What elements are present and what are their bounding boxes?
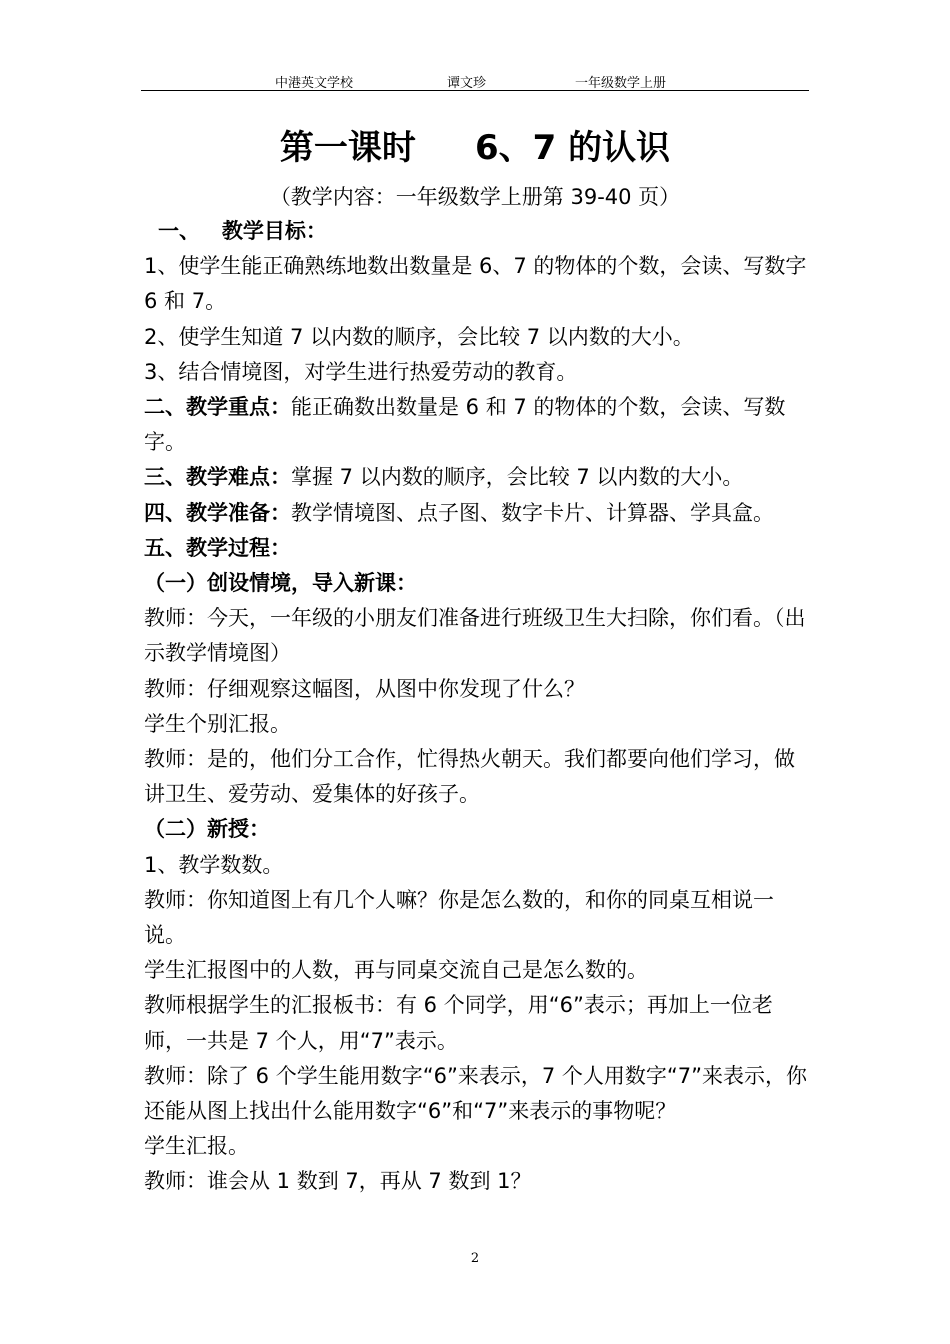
part2-heading: （二）新授： [144, 817, 270, 842]
goal-1: 1、使学生能正确熟练地数出数量是 6、7 的物体的个数，会读、写数字 6 和 7。 [144, 254, 807, 314]
process-heading: 五、教学过程： [144, 535, 291, 560]
difficulties-label: 三、教学难点： [144, 465, 291, 490]
paragraph-2: 教师：仔细观察这幅图，从图中你发现了什么？ [144, 676, 585, 701]
document-body [144, 214, 812, 1200]
paragraph-7: 学生汇报图中的人数，再与同桌交流自己是怎么数的。 [144, 958, 648, 983]
paragraph-9: 教师：除了 6 个学生能用数字“6”来表示，7 个人用数字“7”来表示，你还能从图上找出什么能用数字“6”和“7”来表示的事物呢？ [144, 1063, 807, 1124]
lesson-subtitle: （教学内容：一年级数学上册第 39-40 页） [269, 185, 681, 209]
paragraph-5: 1、教学数数。 [144, 852, 284, 877]
page-number: 2 [470, 1251, 480, 1266]
preparation [144, 496, 812, 531]
paragraph-8: 教师根据学生的汇报板书：有 6 个同学，用“6”表示；再加上一位老师，一共是 7 个人，用“7”表示。 [144, 993, 773, 1053]
difficulties [144, 460, 812, 495]
difficulties-text: 掌握 7 以内数的顺序，会比较 7 以内数的大小。 [291, 465, 744, 490]
goal-2: 2、使学生知道 7 以内数的顺序，会比较 7 以内数的大小。 [144, 324, 694, 349]
paragraph-1: 教师：今天，一年级的小朋友们准备进行班级卫生大扫除，你们看。（出示教学情境图） [144, 606, 806, 666]
header-school: 中港英文学校 [275, 76, 354, 91]
header-book: 一年级数学上册 [575, 76, 667, 91]
paragraph-3: 学生个别汇报。 [144, 711, 291, 736]
key-points-text: 能正确数出数量是 6 和 7 的物体的个数，会读、写数字。 [144, 395, 786, 455]
paragraph-10: 学生汇报。 [144, 1134, 249, 1159]
preparation-text: 教学情境图、点子图、数字卡片、计算器、学具盒。 [291, 500, 774, 525]
paragraph-11: 教师：谁会从 1 数到 7，再从 7 数到 1？ [144, 1169, 532, 1194]
page-header [141, 70, 809, 91]
paragraph-6: 教师：你知道图上有几个人嘛？你是怎么数的，和你的同桌互相说一说。 [144, 887, 774, 948]
goal-3: 3、结合情境图，对学生进行热爱劳动的教育。 [144, 359, 578, 384]
preparation-label: 四、教学准备： [144, 500, 291, 525]
part1-heading: （一）创设情境，导入新课： [144, 571, 417, 596]
goals-heading: 一、 教学目标： [158, 219, 327, 243]
header-teacher: 谭文珍 [447, 76, 487, 91]
paragraph-4: 教师：是的，他们分工合作，忙得热火朝天。我们都要向他们学习，做讲卫生、爱劳动、爱集体的好孩子。 [144, 747, 795, 807]
lesson-title: 第一课时 6、7 的认识 [279, 128, 671, 168]
key-points [144, 390, 812, 460]
key-points-label: 二、教学重点： [144, 395, 291, 420]
